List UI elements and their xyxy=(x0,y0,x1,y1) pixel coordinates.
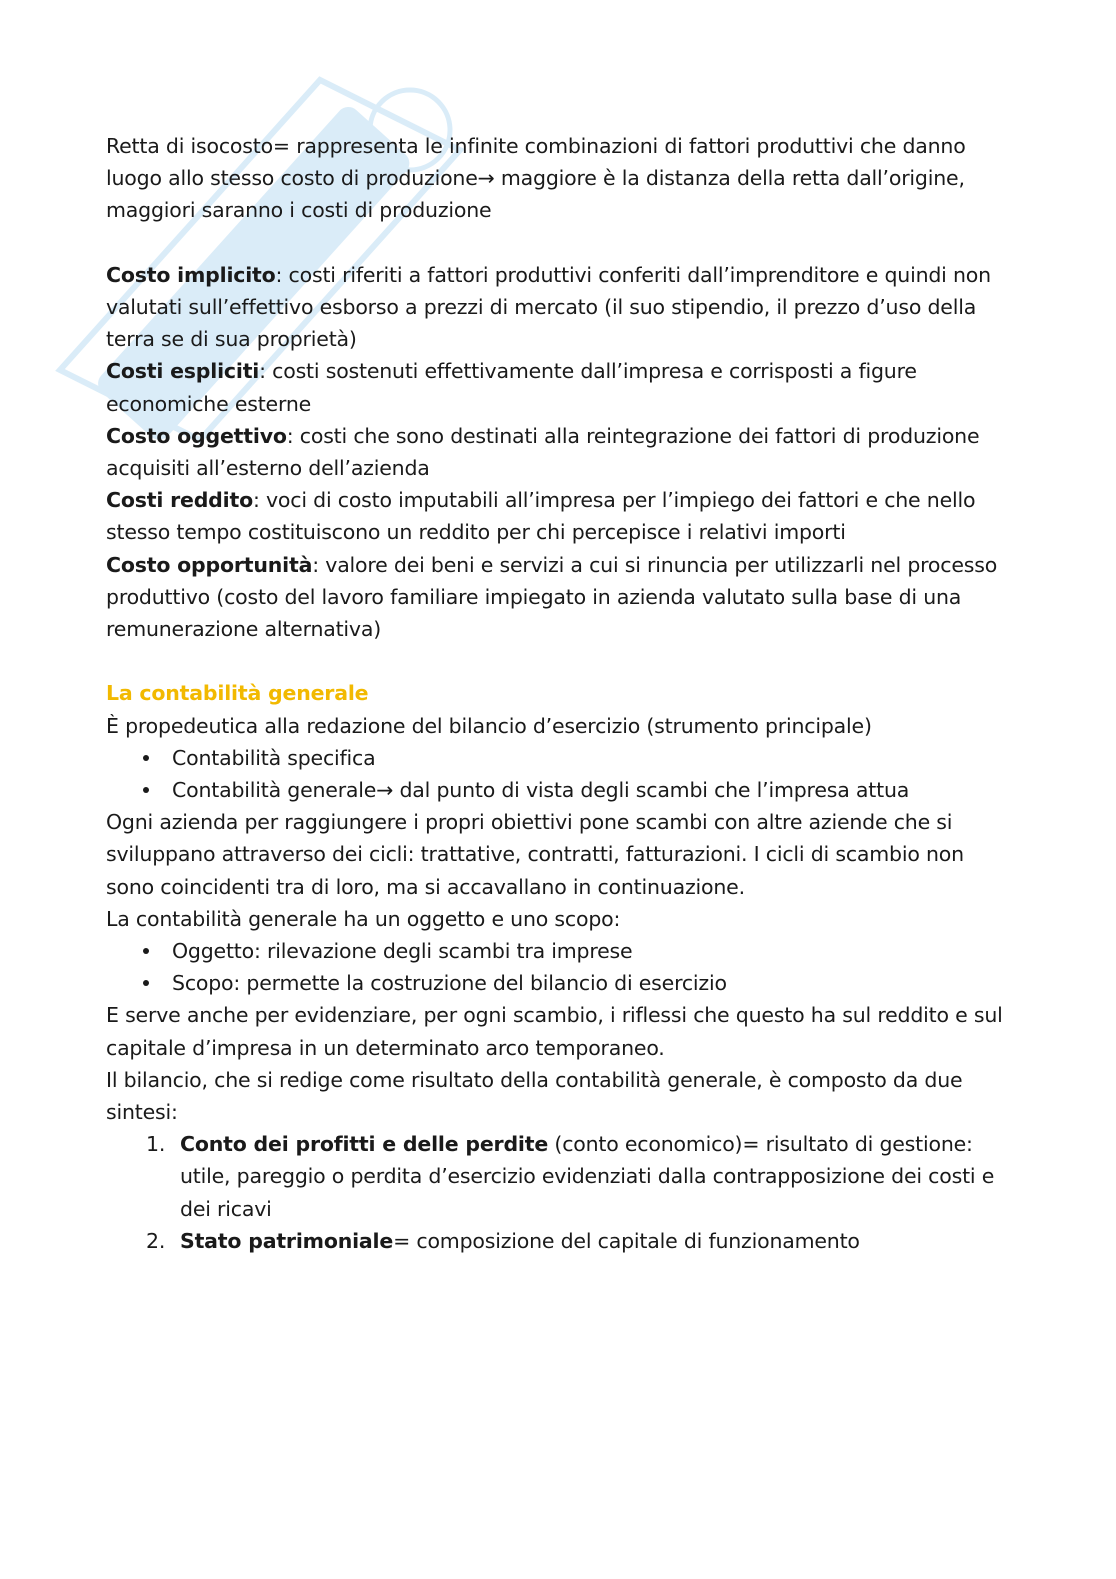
bullet-list xyxy=(106,935,1011,999)
list-item xyxy=(146,1225,1011,1257)
isocost-paragraph: Retta di isocosto= rappresenta le infinite combinazioni di fattori produttivi che danno luogo allo stesso costo di produzione→ maggiore è la distanza della retta dall’origine, maggiori saranno i costi di produzione xyxy=(106,134,966,223)
definition-term: Costi reddito xyxy=(106,488,253,513)
definition-term: Costo implicito xyxy=(106,262,276,287)
bullet-list xyxy=(106,742,1011,806)
section-intro: È propedeutica alla redazione del bilancio d’esercizio (strumento principale) xyxy=(106,713,872,738)
definition-objective-cost xyxy=(106,420,1011,484)
list-number: 2. xyxy=(146,1228,166,1253)
definition-term: Costo opportunità xyxy=(106,552,313,577)
list-term: Conto dei profitti e delle perdite xyxy=(180,1132,549,1157)
document-page xyxy=(106,130,1011,1257)
definition-text: : voci di costo imputabili all’impresa per l’impiego dei fattori e che nello stesso tempo costituiscono un reddito per chi percepisce i relativi importi xyxy=(106,488,976,545)
definition-text: : costi riferiti a fattori produttivi conferiti dall’imprenditore e quindi non valutati sull’effettivo esborso a prezzi di mercato (il suo stipendio, il prezzo d’uso della terra se di sua proprietà) xyxy=(106,262,991,352)
list-item: Oggetto: rilevazione degli scambi tra imprese xyxy=(172,935,1011,967)
definition-income-costs xyxy=(106,484,1011,548)
numbered-list xyxy=(106,1128,1011,1257)
paragraph-cycles: Ogni azienda per raggiungere i propri obiettivi pone scambi con altre aziende che si sviluppano attraverso dei cicli: trattative, contratti, fatturazioni. I cicli di scambio non sono coincidenti tra di loro, ma si accavallano in continuazione. xyxy=(106,810,964,899)
list-item: Contabilità generale→ dal punto di vista degli scambi che l’impresa attua xyxy=(172,774,1011,806)
paragraph-object-scope: La contabilità generale ha un oggetto e uno scopo: xyxy=(106,906,621,931)
list-text: (conto economico)= risultato di gestione: utile, pareggio o perdita d’esercizio evidenziati dalla contrapposizione dei costi e dei ricavi xyxy=(180,1132,995,1221)
list-item: Contabilità specifica xyxy=(172,742,1011,774)
definition-text: : valore dei beni e servizi a cui si rinuncia per utilizzarli nel processo produttivo (costo del lavoro familiare impiegato in azienda valutato sulla base di una remunerazione alternativa) xyxy=(106,552,998,642)
list-number: 1. xyxy=(146,1132,166,1157)
list-text: = composizione del capitale di funzionamento xyxy=(393,1228,860,1253)
definition-text: : costi che sono destinati alla reintegrazione dei fattori di produzione acquisiti all’esterno dell’azienda xyxy=(106,423,980,481)
definition-term: Costo oggettivo xyxy=(106,423,287,448)
paragraph-balance-sheet: Il bilancio, che si redige come risultato della contabilità generale, è composto da due sintesi: xyxy=(106,1067,963,1125)
list-term: Stato patrimoniale xyxy=(180,1228,394,1253)
definition-implicit-cost xyxy=(106,259,1011,356)
list-item: Scopo: permette la costruzione del bilancio di esercizio xyxy=(172,967,1011,999)
paragraph-reflections: E serve anche per evidenziare, per ogni scambio, i riflessi che questo ha sul reddito e sul capitale d’impresa in un determinato arco temporaneo. xyxy=(106,1003,1003,1060)
definition-text: : costi sostenuti effettivamente dall’impresa e corrisposti a figure economiche esterne xyxy=(106,359,917,416)
definition-explicit-costs xyxy=(106,355,1011,419)
section-heading: La contabilità generale xyxy=(106,681,369,706)
definition-opportunity-cost xyxy=(106,549,1011,646)
definition-term: Costi espliciti xyxy=(106,359,260,384)
list-item xyxy=(146,1128,1011,1225)
